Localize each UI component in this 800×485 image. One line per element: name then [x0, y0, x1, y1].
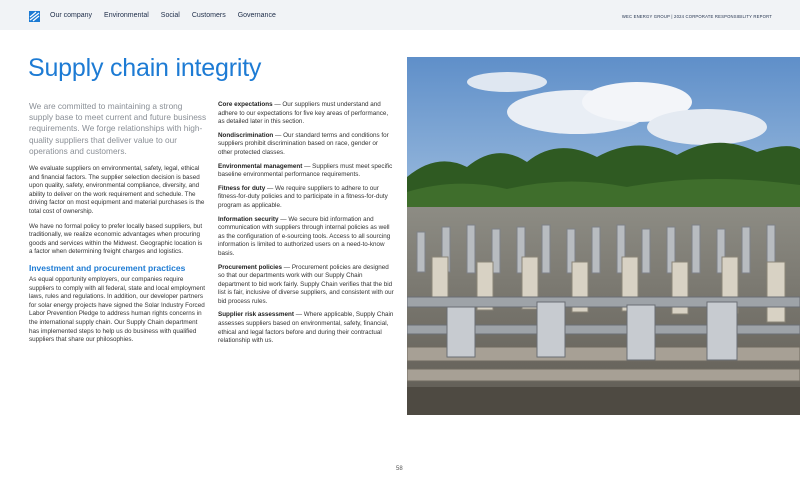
main-nav — [50, 12, 288, 19]
item-term: Information security — [218, 215, 279, 223]
expectation-item — [218, 132, 394, 158]
item-term: Environmental management — [218, 162, 303, 170]
photo-illustration — [407, 57, 800, 415]
body-paragraph: As equal opportunity employers, our companies require suppliers to comply with all federal, state and local employment laws, rules and regulations. In addition, our developer partners for solar energy projects have signed the Solar Industry Forced Labor Prevention Pledge to address human rights concerns in the international supply chain. Our Supply Chain department has implemented steps to help us do business with qualified suppliers that share our philosophies. — [29, 275, 206, 344]
item-term: Core expectations — [218, 101, 273, 108]
item-term: Supplier risk assessment — [218, 311, 294, 319]
nav-customers[interactable]: Customers — [191, 12, 226, 19]
middle-column — [218, 101, 394, 351]
item-text: — Suppliers must meet specific baseline environmental performance requirements. — [218, 162, 393, 179]
item-term: Procurement policies — [218, 263, 283, 271]
expectation-item — [218, 216, 394, 259]
substation-equipment-photo — [407, 57, 800, 415]
lead-paragraph: We are committed to maintaining a strong supply base to meet current and future business requirements. We forge relationships with high-quality suppliers that deliver value to our operations and customers. — [29, 101, 207, 156]
nav-social[interactable]: Social — [160, 12, 180, 19]
item-text: — Our standard terms and conditions for suppliers prohibit discrimination based on race, gender or other protected classes. — [218, 131, 389, 156]
nav-our-company[interactable]: Our company — [50, 12, 93, 19]
item-text: — We require suppliers to adhere to our fitness-for-duty policies and to participate in a fitness-for-duty program as applicable. — [218, 184, 388, 209]
top-navigation-bar — [0, 0, 800, 30]
item-text: — We secure bid information and communication with suppliers through internal policies as well as the configuration of e-sourcing tools. Access to all sourcing information is limited to authorized users on a need-to-know basis. — [218, 215, 391, 257]
expectation-item — [218, 311, 394, 345]
item-text: — Procurement policies are designed so that our departments work with our Supply Chain department to bid work fairly. Supply Chain verifies that the bid list is fair, inclusive of diverse suppliers, and consistent with our bid process rules. — [218, 263, 394, 305]
page-title: Supply chain integrity — [28, 54, 262, 82]
item-term: Nondiscrimination — [218, 131, 274, 139]
wec-logo-icon[interactable] — [29, 11, 40, 22]
item-term: Fitness for duty — [218, 184, 266, 192]
nav-environmental[interactable]: Environmental — [104, 12, 149, 19]
item-text: — Our suppliers must understand and adhere to our expectations for five key areas of performance, as detailed later in this section. — [218, 101, 389, 126]
body-paragraph: We have no formal policy to prefer locally based suppliers, but traditionally, we realize economic advantages when procuring goods and services within the Midwest. Geographic location is a factor when determining freight charges and logistics. — [29, 222, 203, 256]
item-text: — Where applicable, Supply Chain assesses suppliers based on environmental, safety, financial, ethical and legal factors before and during their contractual relationship with us. — [218, 311, 394, 345]
nav-governance[interactable]: Governance — [237, 12, 276, 19]
body-paragraph: We evaluate suppliers on environmental, safety, legal, ethical and financial factors. The supplier selection decision is based upon quality, safety, environmental compliance, diversity, and ability to deliver on the work requirement and schedule. The driving factor on most equipment and material purchases is the total cost of ownership. — [29, 165, 205, 215]
expectation-item — [218, 264, 394, 307]
report-title: WEC ENERGY GROUP | 2024 CORPORATE RESPONSIBILITY REPORT — [621, 14, 772, 19]
section-heading: Investment and procurement practices — [29, 262, 186, 273]
left-column — [29, 101, 207, 351]
expectation-item — [218, 185, 394, 211]
page-number: 58 — [396, 466, 403, 472]
expectation-item — [218, 101, 394, 127]
expectation-item — [218, 163, 394, 180]
